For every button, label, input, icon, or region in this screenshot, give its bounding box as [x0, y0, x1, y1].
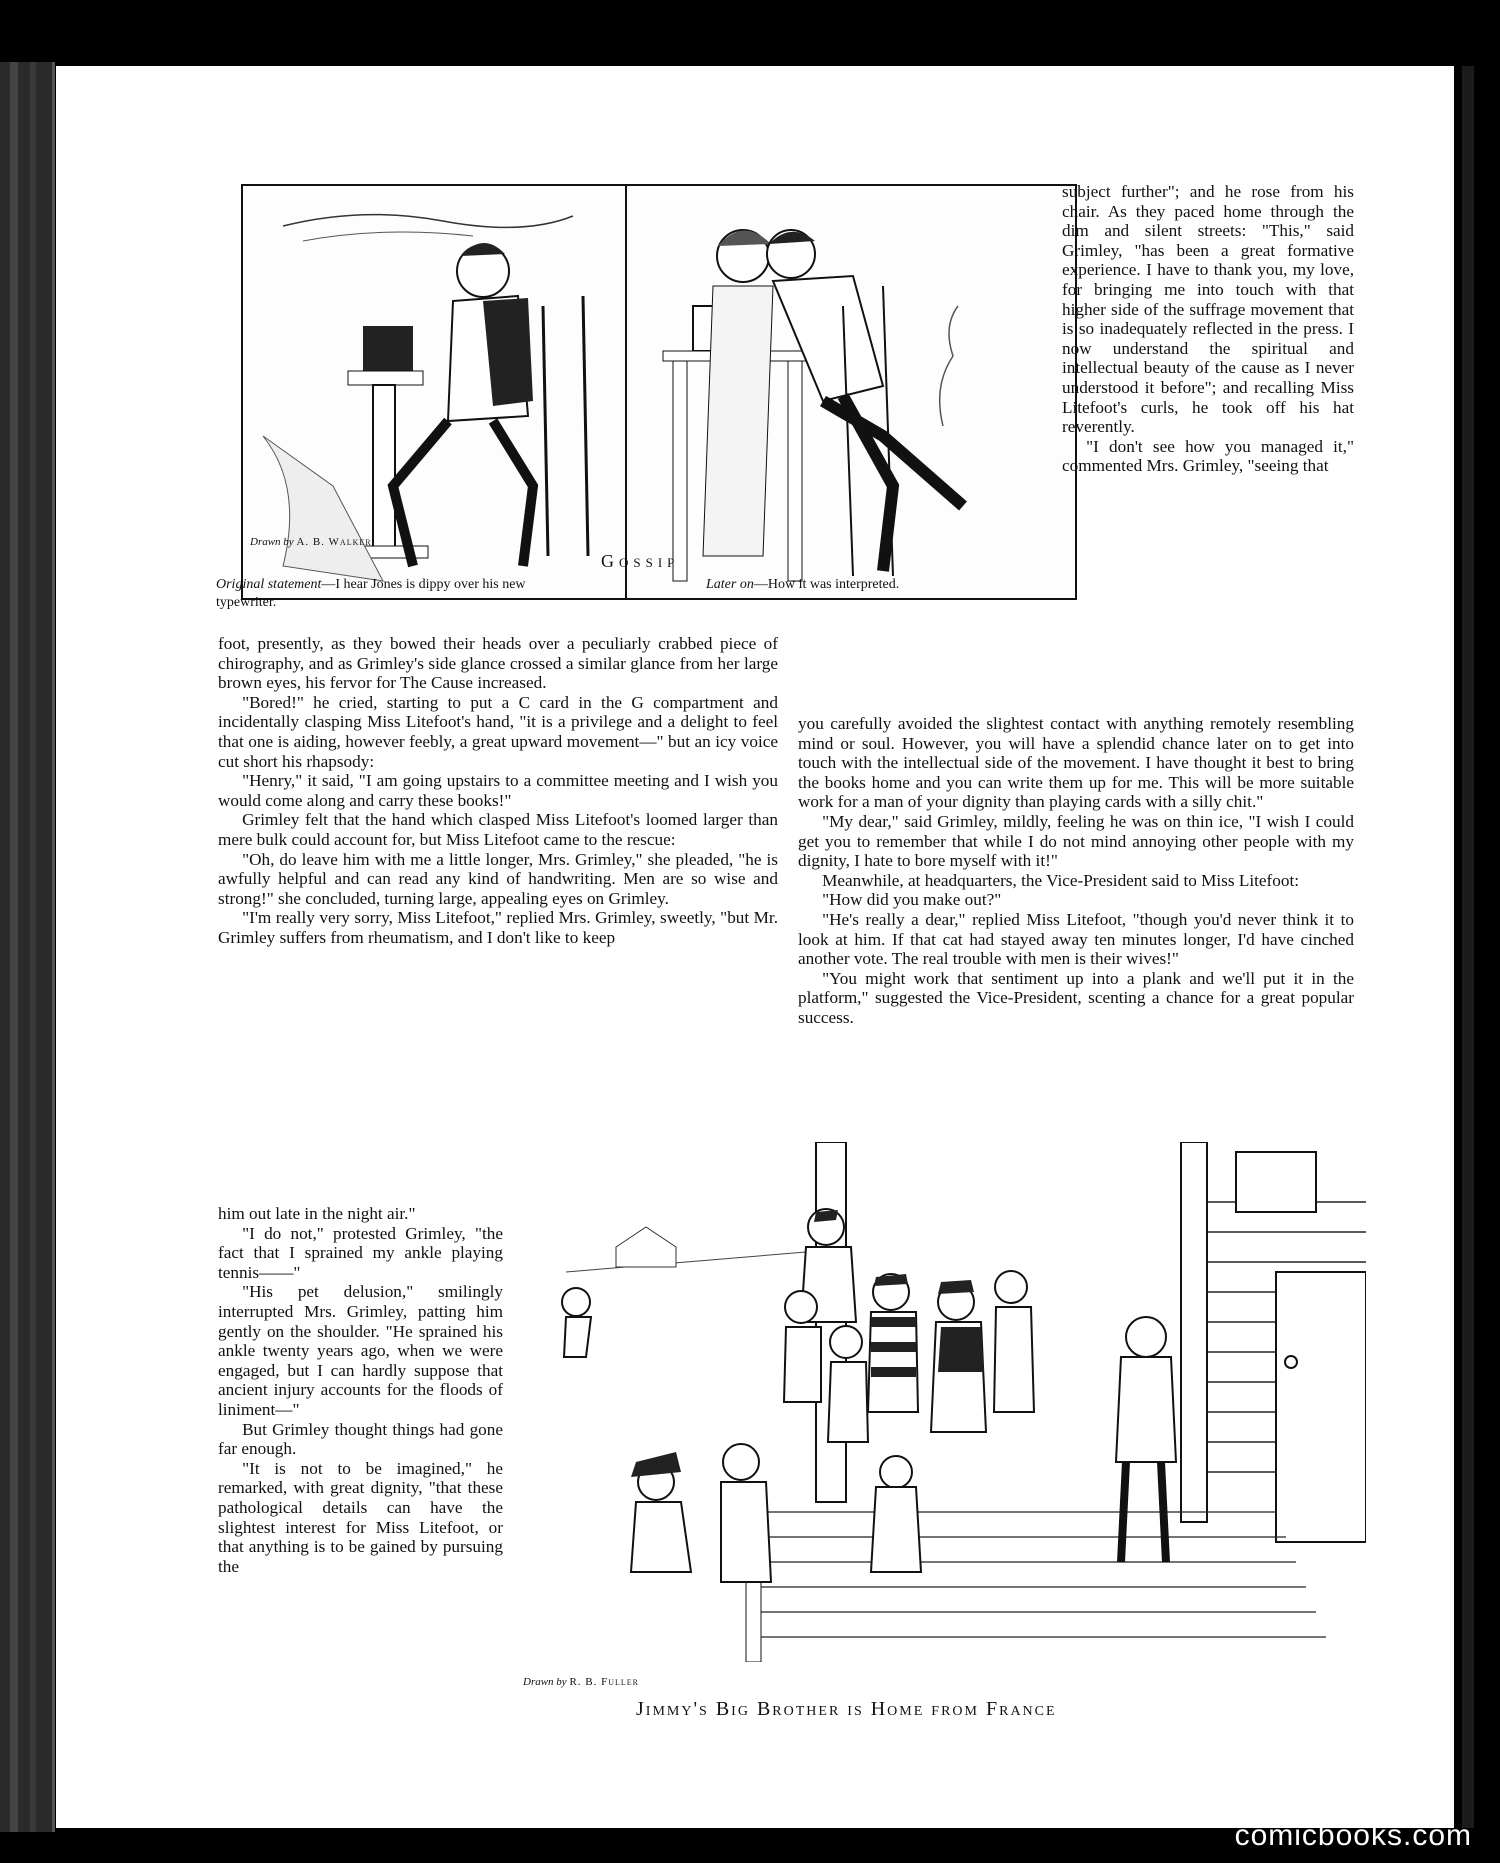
paragraph: But Grimley thought things had gone far enough. — [218, 1419, 503, 1459]
paragraph: "He's really a dear," replied Miss Litefoot, "though you'd never think it to look at him. If that cat had stayed away ten minutes longer, I'd have cinched another vote. The real trouble with men is their wives!" — [798, 909, 1354, 969]
paragraph: foot, presently, as they bowed their heads over a peculiarly crabbed piece of chirography, and as Grimley's side glance crossed a similar glance from her large brown eyes, his fervor for The Cause increased. — [218, 634, 778, 693]
gossip-caption-left: Original statement—I hear Jones is dippy over his new typewriter. — [216, 577, 526, 610]
paragraph: "Oh, do leave him with me a little longer, Mrs. Grimley," she pleaded, "he is awfully helpful and can read any kind of handwriting. Men are so wise and strong!" she concluded, turning large, appealing eyes on Grimley. — [218, 849, 778, 908]
paragraph: "I do not," protested Grimley, "the fact that I sprained my ankle playing tennis——" — [218, 1223, 503, 1282]
gossip-title: Gossip — [601, 551, 680, 571]
paragraph: "It is not to be imagined," he remarked, with great dignity, "that these pathological details can have the slightest interest for Miss Litefoot, or that anything is to be gained by pursuing the — [218, 1458, 503, 1576]
magazine-page — [56, 66, 1454, 1828]
paragraph: subject further"; and he rose from his chair. As they paced home through the dim and silent streets: "This," said Grimley, "has been a great formative experience. I have to thank you, my love, for bringing me into touch with that higher side of the suffrage movement that is so inadequately reflected in the press. I now understand the spiritual and intellectual beauty of the cause as I never understood it before"; and recalling Miss Litefoot's curls, he took off his hat reverently. — [1062, 182, 1354, 437]
jimmy-credit: Drawn by R. B. Fuller — [523, 1676, 640, 1688]
text-column-left-bottom — [218, 1204, 503, 1576]
gossip-caption-right: Later on—How it was interpreted. — [706, 577, 900, 592]
paragraph: Grimley felt that the hand which clasped Miss Litefoot's loomed larger than mere bulk could account for, but Miss Litefoot came to the rescue: — [218, 810, 778, 849]
text-column-right-top — [1062, 182, 1354, 476]
paragraph: "You might work that sentiment up into a plank and we'll put it in the platform," suggested the Vice-President, scenting a chance for a great popular success. — [798, 968, 1354, 1027]
book-binding — [0, 62, 55, 1832]
paragraph: him out late in the night air." — [218, 1204, 416, 1223]
jimmy-drawing — [516, 1142, 1366, 1662]
paragraph: "Bored!" he cried, starting to put a C card in the G compartment and incidentally clasping Miss Litefoot's hand, "it is a privilege and a delight to feel that one is aiding, however feebly, a great upward movement—" but an icy voice cut short his rhapsody: — [218, 692, 778, 771]
text-column-left-mid — [218, 634, 778, 948]
paragraph: you carefully avoided the slightest contact with anything remotely resembling mind or soul. However, you will have a splendid chance later on to get into touch with the intellectual side of the movement. I have thought it best to bring the books home and you can write them up for me. This will be more suitable work for a man of your dignity than playing cards with a silly chit." — [798, 714, 1354, 812]
paragraph: "My dear," said Grimley, mildly, feeling he was on thin ice, "I wish I could get you to remember that while I do not mind annoying other people with my dignity, I hate to bore myself with it!" — [798, 811, 1354, 871]
paragraph: "I'm really very sorry, Miss Litefoot," replied Mrs. Grimley, sweetly, "but Mr. Grimley suffers from rheumatism, and I don't like to keep — [218, 908, 778, 947]
text-column-right-mid — [798, 714, 1354, 1028]
paragraph: "Henry," it said, "I am going upstairs to a committee meeting and I wish you would come along and carry these books!" — [218, 771, 778, 810]
page-edge — [1462, 66, 1474, 1828]
watermark: comicbooks.com — [1234, 1819, 1472, 1852]
jimmy-caption: Jimmy's Big Brother is Home from France — [636, 1698, 1057, 1720]
paragraph: "I don't see how you managed it," commented Mrs. Grimley, "seeing that — [1062, 436, 1354, 476]
paragraph: "His pet delusion," smilingly interrupted Mrs. Grimley, patting him gently on the shoulder. "He sprained his ankle twenty years ago, when we were engaged, but I can hardly suppose that ancient injury accounts for the floods of liniment—" — [218, 1282, 503, 1419]
gossip-credit: Drawn by A. B. Walker — [250, 536, 372, 548]
paragraph: "How did you make out?" — [822, 890, 1002, 910]
paragraph: Meanwhile, at headquarters, the Vice-President said to Miss Litefoot: — [822, 870, 1299, 890]
jimmy-illustration — [516, 1142, 1366, 1662]
